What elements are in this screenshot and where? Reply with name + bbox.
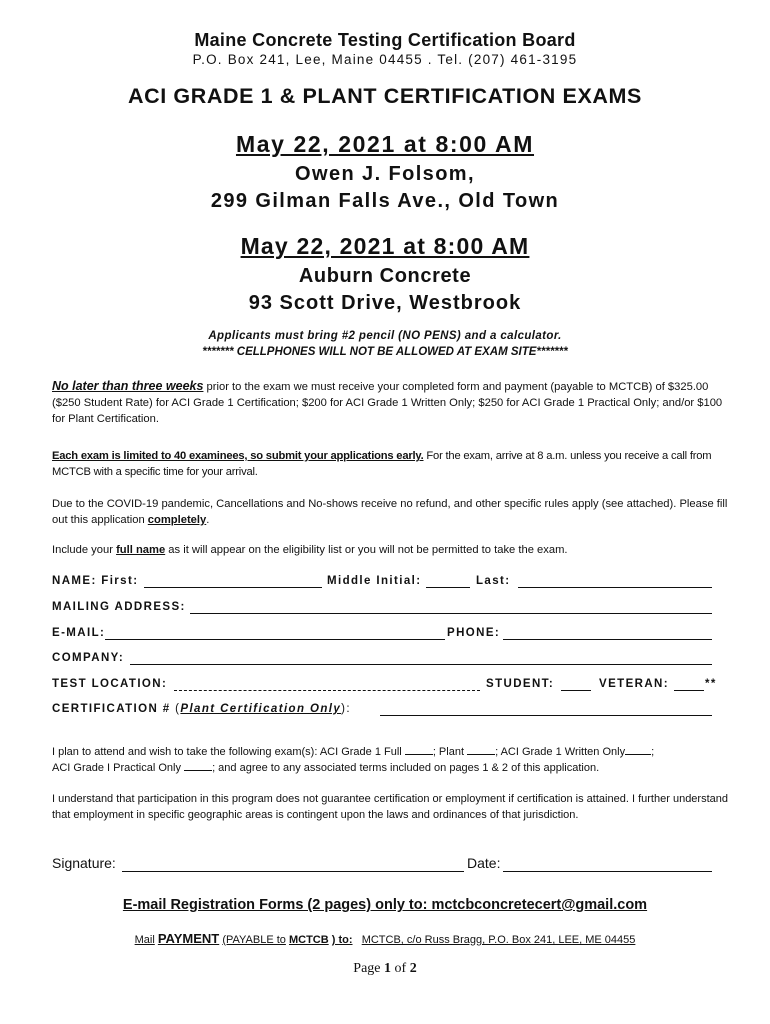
veteran-field[interactable]: [674, 690, 704, 691]
middle-initial-field[interactable]: [426, 587, 470, 588]
mail-payment-line: [0, 931, 770, 946]
session1-date: [0, 131, 770, 158]
session2-date: [0, 233, 770, 260]
mail-address: MCTCB, c/o Russ Bragg, P.O. Box 241, LEE, ME 04455: [361, 934, 636, 946]
aci-full-blank[interactable]: [405, 744, 433, 755]
org-address: P.O. Box 241, Lee, Maine 04455 . Tel. (207) 461-3195: [192, 52, 578, 67]
page-title: ACI GRADE 1 & PLANT CERTIFICATION EXAMS: [128, 84, 642, 108]
limit-lead: Each exam is limited to 40 examinees, so submit your applications early.: [52, 450, 424, 462]
fullname-pre: Include your: [52, 544, 117, 556]
date-label: Date:: [467, 855, 501, 871]
session1-address: 299 Gilman Falls Ave., Old Town: [210, 190, 560, 212]
signature-label: Signature:: [52, 855, 116, 871]
first-name-field[interactable]: [144, 587, 322, 588]
session1-venue: Owen J. Folsom,: [295, 163, 475, 185]
signature-field[interactable]: [122, 871, 464, 872]
written-only-blank[interactable]: [625, 744, 651, 755]
limit-text: For the exam, arrive at 8 a.m. unless you receive a call from MCTCB with a specific time for your arrival.: [52, 450, 712, 478]
session1-date-text: May 22, 2021 at 8:00 AM: [235, 131, 535, 157]
fullname-post: as it will appear on the eligibility list or you will not be permitted to take the exam.: [165, 544, 568, 556]
mailing-address-field[interactable]: [190, 613, 712, 614]
date-field[interactable]: [503, 871, 712, 872]
exam-text-3: ; ACI Grade 1 Written Only: [495, 746, 626, 758]
veteran-asterisks: **: [705, 678, 717, 690]
email-instruction: [0, 897, 770, 913]
exam-text-4: ;: [651, 746, 655, 758]
page-total: 2: [409, 961, 417, 976]
covid-end: .: [206, 514, 210, 526]
payable-post: ) to:: [331, 934, 353, 946]
org-name: Maine Concrete Testing Certification Board: [194, 30, 576, 50]
company-field[interactable]: [130, 664, 712, 665]
bring-note: Applicants must bring #2 pencil (NO PENS) and a calculator.: [208, 330, 562, 342]
payable-org: MCTCB: [288, 934, 329, 946]
last-name-field[interactable]: [518, 587, 712, 588]
company-label: COMPANY:: [52, 652, 125, 664]
exam-selection-paragraph: [52, 744, 728, 776]
deadline-paragraph: [52, 378, 728, 427]
phone-label: PHONE:: [447, 627, 501, 639]
middle-initial-label: Middle Initial:: [327, 575, 422, 587]
fullname-paragraph: [52, 542, 728, 558]
session2-venue: Auburn Concrete: [298, 265, 472, 287]
veteran-label: VETERAN:: [599, 678, 669, 690]
cellphone-note: ******* CELLPHONES WILL NOT BE ALLOWED AT EXAM SITE*******: [202, 346, 568, 358]
cert-paren-close: ):: [341, 703, 351, 715]
email-field[interactable]: [105, 639, 445, 640]
covid-text: Due to the COVID-19 pandemic, Cancellations and No-shows receive no refund, and other specific rules apply (see attached). Please fill out this application: [52, 498, 728, 526]
first-name-label: NAME: First:: [52, 575, 139, 587]
test-location-field[interactable]: [174, 690, 480, 691]
email-instruction-text: E-mail Registration Forms (2 pages) only to: mctcbconcretecert@gmail.com: [122, 897, 648, 913]
exam-text-5: ACI Grade I Practical Only: [52, 762, 181, 774]
covid-emphasis: completely: [147, 514, 207, 526]
certification-note: Plant Certification Only: [180, 703, 342, 715]
deadline-text: prior to the exam we must receive your completed form and payment (payable to MCTCB) of $325.00 ($250 Student Rate) for ACI Grade 1 Certification; $200 for ACI Grade 1 Written Only; $250 for ACI Grade 1 Practical Only; and/or $100 for Plant Certification.: [52, 381, 723, 425]
email-label: E-MAIL:: [52, 627, 106, 639]
payable-pre: (PAYABLE to: [222, 934, 286, 946]
exam-text-6: ; and agree to any associated terms included on pages 1 & 2 of this application.: [212, 762, 600, 774]
page-current: 1: [384, 961, 392, 976]
covid-paragraph: [52, 496, 728, 528]
deadline-lead: No later than three weeks: [52, 379, 204, 393]
certification-label: [52, 703, 351, 715]
session2-date-text: May 22, 2021 at 8:00 AM: [240, 233, 530, 259]
test-location-label: TEST LOCATION:: [52, 678, 168, 690]
page-label: Page: [353, 961, 385, 976]
page-number: [0, 961, 770, 977]
session2-address: 93 Scott Drive, Westbrook: [248, 292, 522, 314]
exam-text-2: ; Plant: [432, 746, 464, 758]
understand-paragraph: I understand that participation in this program does not guarantee certification or employment if certification is attained. I further understand that employment in specific geographic areas is contingent upon the laws and ordinances of that jurisdiction.: [52, 793, 728, 821]
student-field[interactable]: [561, 690, 591, 691]
limit-paragraph: [52, 448, 728, 480]
practical-only-blank[interactable]: [184, 760, 212, 771]
plant-blank[interactable]: [467, 744, 495, 755]
page-of: of: [391, 961, 410, 976]
fullname-emphasis: full name: [116, 544, 166, 556]
student-label: STUDENT:: [486, 678, 555, 690]
mail-word: Mail: [134, 934, 155, 946]
payment-word: PAYMENT: [157, 931, 220, 946]
last-name-label: Last:: [476, 575, 511, 587]
phone-field[interactable]: [503, 639, 712, 640]
cert-paren-open: (: [175, 703, 181, 715]
exam-text-1: I plan to attend and wish to take the following exam(s): ACI Grade 1 Full: [52, 746, 402, 758]
certification-field[interactable]: [380, 715, 712, 716]
mailing-address-label: MAILING ADDRESS:: [52, 601, 186, 613]
certification-text: CERTIFICATION #: [52, 703, 171, 715]
